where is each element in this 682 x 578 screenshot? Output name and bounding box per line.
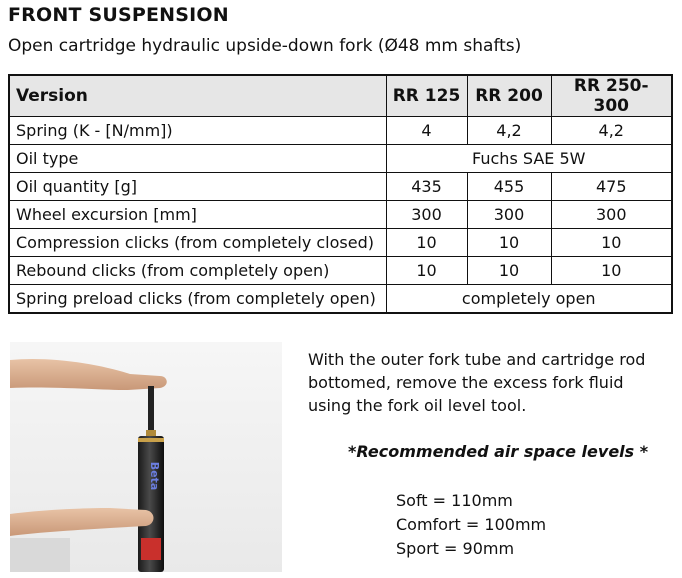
row-label: Compression clicks (from completely closed) bbox=[9, 229, 386, 257]
cell-value: 10 bbox=[551, 257, 672, 285]
cell-value: 300 bbox=[551, 201, 672, 229]
cell-value: 455 bbox=[467, 173, 551, 201]
suspension-spec-table bbox=[8, 74, 673, 314]
fork-illustration bbox=[10, 342, 282, 572]
section-title: FRONT SUSPENSION bbox=[8, 4, 229, 26]
cell-value: 475 bbox=[551, 173, 672, 201]
recommended-heading: *Recommended air space levels * bbox=[348, 442, 649, 461]
level-comfort: Comfort = 100mm bbox=[396, 515, 547, 534]
row-label: Spring preload clicks (from completely open) bbox=[9, 285, 386, 314]
table-row bbox=[9, 257, 672, 285]
row-label: Spring (K - [N/mm]) bbox=[9, 117, 386, 145]
cell-value: 10 bbox=[551, 229, 672, 257]
row-label: Oil quantity [g] bbox=[9, 173, 386, 201]
fork-brand-label: Beta bbox=[148, 461, 161, 491]
header-rr250-300: RR 250-300 bbox=[551, 75, 672, 117]
instruction-text: With the outer fork tube and cartridge rod bottomed, remove the excess fork fluid using the fork oil level tool. bbox=[308, 350, 646, 415]
level-sport: Sport = 90mm bbox=[396, 539, 515, 558]
row-label: Oil type bbox=[9, 145, 386, 173]
cell-value: 300 bbox=[467, 201, 551, 229]
header-rr125: RR 125 bbox=[386, 75, 467, 117]
cell-value: 10 bbox=[386, 257, 467, 285]
air-space-levels bbox=[396, 489, 546, 561]
fork-oil-level-photo bbox=[10, 342, 282, 572]
section-subtitle: Open cartridge hydraulic upside-down fork (Ø48 mm shafts) bbox=[8, 36, 522, 56]
table-header-row bbox=[9, 75, 672, 117]
table-row bbox=[9, 285, 672, 314]
table-row bbox=[9, 229, 672, 257]
cell-value: 435 bbox=[386, 173, 467, 201]
table-row bbox=[9, 201, 672, 229]
header-version: Version bbox=[9, 75, 386, 117]
header-rr200: RR 200 bbox=[467, 75, 551, 117]
table-row bbox=[9, 145, 672, 173]
table-row bbox=[9, 173, 672, 201]
cell-merged: Fuchs SAE 5W bbox=[386, 145, 672, 173]
cell-merged: completely open bbox=[386, 285, 672, 314]
table-row bbox=[9, 117, 672, 145]
cell-value: 4,2 bbox=[551, 117, 672, 145]
cell-value: 300 bbox=[386, 201, 467, 229]
level-soft: Soft = 110mm bbox=[396, 491, 513, 510]
cell-value: 4 bbox=[386, 117, 467, 145]
row-label: Wheel excursion [mm] bbox=[9, 201, 386, 229]
cell-value: 10 bbox=[467, 229, 551, 257]
row-label: Rebound clicks (from completely open) bbox=[9, 257, 386, 285]
cell-value: 10 bbox=[467, 257, 551, 285]
cell-value: 4,2 bbox=[467, 117, 551, 145]
cell-value: 10 bbox=[386, 229, 467, 257]
